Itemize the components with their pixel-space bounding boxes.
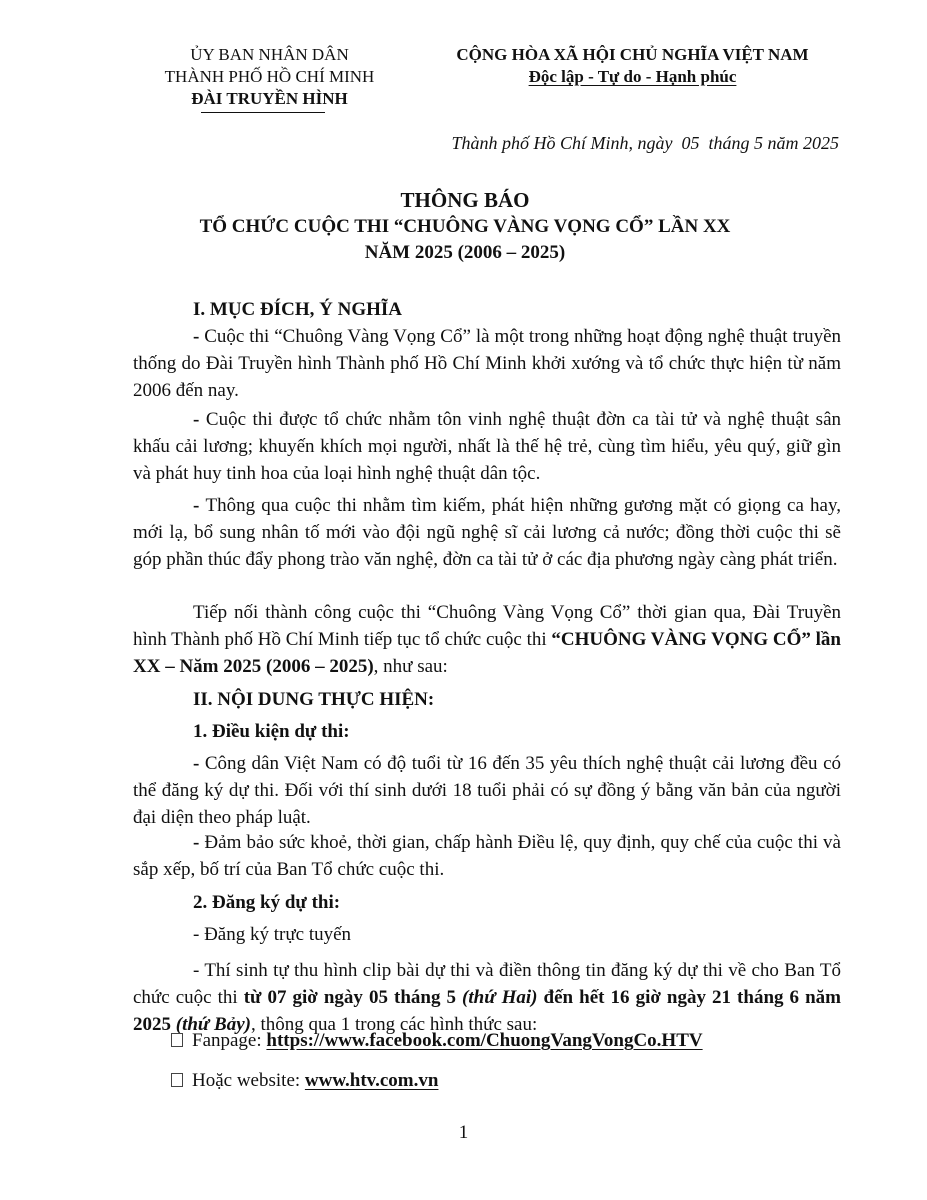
- paragraph-text: - Thí sinh tự thu hình clip bài dự thi và điền thông tin đăng ký dự thi về cho Ban Tổ chức cuộc thi: [133, 960, 841, 1008]
- start-time: từ 07 giờ ngày 05 tháng 5: [243, 987, 463, 1008]
- document-subtitle-2: NĂM 2025 (2006 – 2025): [364, 242, 566, 263]
- online-registration-line: - Đăng ký trực tuyến: [193, 924, 352, 945]
- subsection-1-paragraph-2: [133, 829, 841, 883]
- website-line: [171, 1067, 438, 1094]
- paragraph-text: Cuộc thi “Chuông Vàng Vọng Cổ” là một trong những hoạt động nghệ thuật truyền thống do Đài Truyền hình Thành phố Hồ Chí Minh khởi xướng và tổ chức thực hiện từ năm 2006 đến nay.: [133, 326, 841, 401]
- registration-paragraph: [133, 957, 841, 1038]
- motto-text: Độc lập - Tự do - Hạnh phúc: [528, 67, 737, 86]
- paragraph-text: Tiếp nối thành công cuộc thi “Chuông Vàng Vọng Cổ” thời gian qua, Đài Truyền hình Thành phố Hồ Chí Minh tiếp tục tổ chức cuộc thi: [133, 602, 841, 650]
- contest-name: “CHUÔNG VÀNG VỌNG CỔ” lần XX – Năm 2025 (2006 – 2025): [133, 629, 841, 677]
- agency-line-3: ĐÀI TRUYỀN HÌNH: [191, 89, 348, 108]
- dash: -: [193, 832, 205, 853]
- dash: -: [193, 495, 206, 516]
- paragraph-text: Đảm bảo sức khoẻ, thời gian, chấp hành Điều lệ, quy định, quy chế của cuộc thi và sắp xếp, bố trí của Ban Tổ chức cuộc thi.: [133, 832, 841, 880]
- date-line: Thành phố Hồ Chí Minh, ngày 05 tháng 5 năm 2025: [451, 133, 839, 153]
- checkbox-icon: [171, 1033, 183, 1047]
- country-name: CỘNG HÒA XÃ HỘI CHỦ NGHĨA VIỆT NAM: [456, 45, 809, 64]
- paragraph-text: , thông qua 1 trong các hình thức sau:: [251, 1014, 538, 1035]
- dash: -: [193, 326, 205, 347]
- section-1-paragraph-1: [133, 323, 841, 404]
- agency-line-1: ỦY BAN NHÂN DÂN: [190, 45, 349, 64]
- fanpage-link[interactable]: https://www.facebook.com/ChuongVangVongCo.HTV: [266, 1030, 703, 1051]
- checkbox-icon: [171, 1073, 183, 1087]
- motto: [420, 66, 845, 88]
- website-label: Hoặc website:: [192, 1070, 305, 1091]
- agency-line-2: THÀNH PHỐ HỒ CHÍ MINH: [164, 67, 375, 86]
- section-1-paragraph-4: [133, 599, 841, 680]
- paragraph-text: Thông qua cuộc thi nhằm tìm kiếm, phát hiện những gương mặt có giọng ca hay, mới lạ, bổ sung nhân tố mới vào đội ngũ nghệ sĩ cải lương cả nước; đồng thời cuộc thi sẽ góp phần thúc đẩy phong trào văn nghệ, đờn ca tài tử ở các địa phương ngày càng phát triển.: [133, 495, 842, 570]
- subsection-2-heading: 2. Đăng ký dự thi:: [193, 892, 341, 913]
- subsection-1-paragraph-1: [133, 750, 841, 831]
- issuing-agency: [127, 44, 412, 110]
- dash: -: [193, 753, 205, 774]
- section-1-heading: I. MỤC ĐÍCH, Ý NGHĨA: [193, 299, 402, 320]
- end-weekday: (thứ Bảy): [175, 1014, 251, 1035]
- subsection-1-heading: 1. Điều kiện dự thi:: [193, 721, 350, 742]
- document-title: THÔNG BÁO: [400, 188, 530, 212]
- page-number: 1: [458, 1122, 469, 1143]
- end-time: đến hết 16 giờ ngày 21 tháng 6 năm 2025: [133, 987, 841, 1035]
- website-link[interactable]: www.htv.com.vn: [304, 1070, 439, 1091]
- start-weekday: (thứ Hai): [462, 987, 538, 1008]
- fanpage-label: Fanpage:: [192, 1030, 267, 1051]
- dash: -: [193, 409, 206, 430]
- fanpage-line: [171, 1027, 703, 1054]
- document-subtitle-1: TỔ CHỨC CUỘC THI “CHUÔNG VÀNG VỌNG CỔ” LẦN XX: [199, 216, 731, 237]
- section-1-paragraph-3: [133, 492, 841, 573]
- paragraph-text: Cuộc thi được tổ chức nhằm tôn vinh nghệ thuật đờn ca tài tử và nghệ thuật sân khấu cải lương; khuyến khích mọi người, nhất là thế hệ trẻ, cùng tìm hiểu, yêu quý, giữ gìn và phát huy tinh hoa của loại hình nghệ thuật dân tộc.: [133, 409, 842, 484]
- national-motto: [420, 44, 845, 88]
- agency-underline: [201, 112, 325, 113]
- paragraph-text: , như sau:: [373, 656, 448, 677]
- section-2-heading: II. NỘI DUNG THỰC HIỆN:: [193, 689, 435, 710]
- paragraph-text: Công dân Việt Nam có độ tuổi từ 16 đến 35 yêu thích nghệ thuật cải lương đều có thể đăng ký dự thi. Đối với thí sinh dưới 18 tuổi phải có sự đồng ý bằng văn bản của người đại diện theo pháp luật.: [133, 753, 842, 828]
- section-1-paragraph-2: [133, 406, 841, 487]
